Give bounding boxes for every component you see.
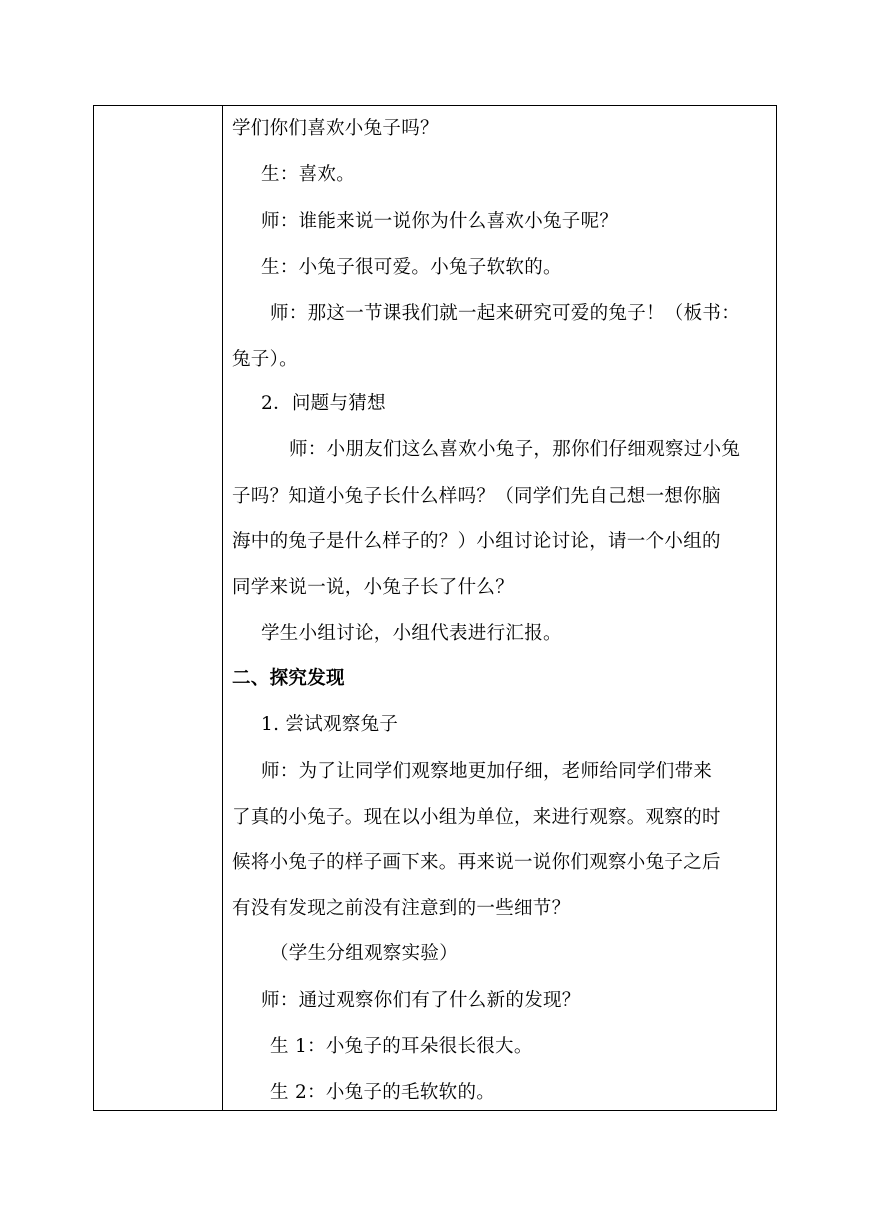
text-line: 师：小朋友们这么喜欢小兔子，那你们仔细观察过小兔 bbox=[289, 439, 741, 460]
text-line: 师：为了让同学们观察地更加仔细，老师给同学们带来 bbox=[261, 761, 713, 782]
text-line: 学们你们喜欢小兔子吗？ bbox=[232, 118, 439, 139]
text-line: 师：谁能来说一说你为什么喜欢小兔子呢？ bbox=[261, 211, 619, 232]
text-line: 生：喜欢。 bbox=[261, 164, 356, 185]
left-column bbox=[94, 106, 223, 1110]
text-line: 候将小兔子的样子画下来。再来说一说你们观察小兔子之后 bbox=[232, 852, 721, 873]
lesson-table bbox=[93, 105, 777, 1111]
section-heading: 二、探究发现 bbox=[232, 668, 345, 689]
text-line: 生：小兔子很可爱。小兔子软软的。 bbox=[261, 257, 562, 278]
content-column bbox=[223, 106, 776, 1110]
text-line: 生 2：小兔子的毛软软的。 bbox=[270, 1082, 496, 1103]
text-line: 生 1：小兔子的耳朵很长很大。 bbox=[270, 1036, 533, 1057]
text-line: 师：通过观察你们有了什么新的发现？ bbox=[261, 990, 581, 1011]
section-subheading: 2．问题与猜想 bbox=[261, 393, 386, 414]
text-line: 学生小组讨论，小组代表进行汇报。 bbox=[261, 623, 562, 644]
text-line: 有没有发现之前没有注意到的一些细节？ bbox=[232, 898, 571, 919]
text-line: （学生分组观察实验） bbox=[270, 943, 459, 964]
text-line: 同学来说一说，小兔子长了什么？ bbox=[232, 577, 515, 598]
text-line: 师：那这一节课我们就一起来研究可爱的兔子！（板书： bbox=[270, 303, 741, 324]
text-line: 海中的兔子是什么样子的？）小组讨论讨论，请一个小组的 bbox=[232, 531, 721, 552]
text-line: 兔子）。 bbox=[232, 349, 298, 370]
text-line: 子吗？知道小兔子长什么样吗？（同学们先自己想一想你脑 bbox=[232, 486, 721, 507]
section-subheading: 1. 尝试观察兔子 bbox=[261, 714, 399, 735]
text-line: 了真的小兔子。现在以小组为单位，来进行观察。观察的时 bbox=[232, 807, 721, 828]
